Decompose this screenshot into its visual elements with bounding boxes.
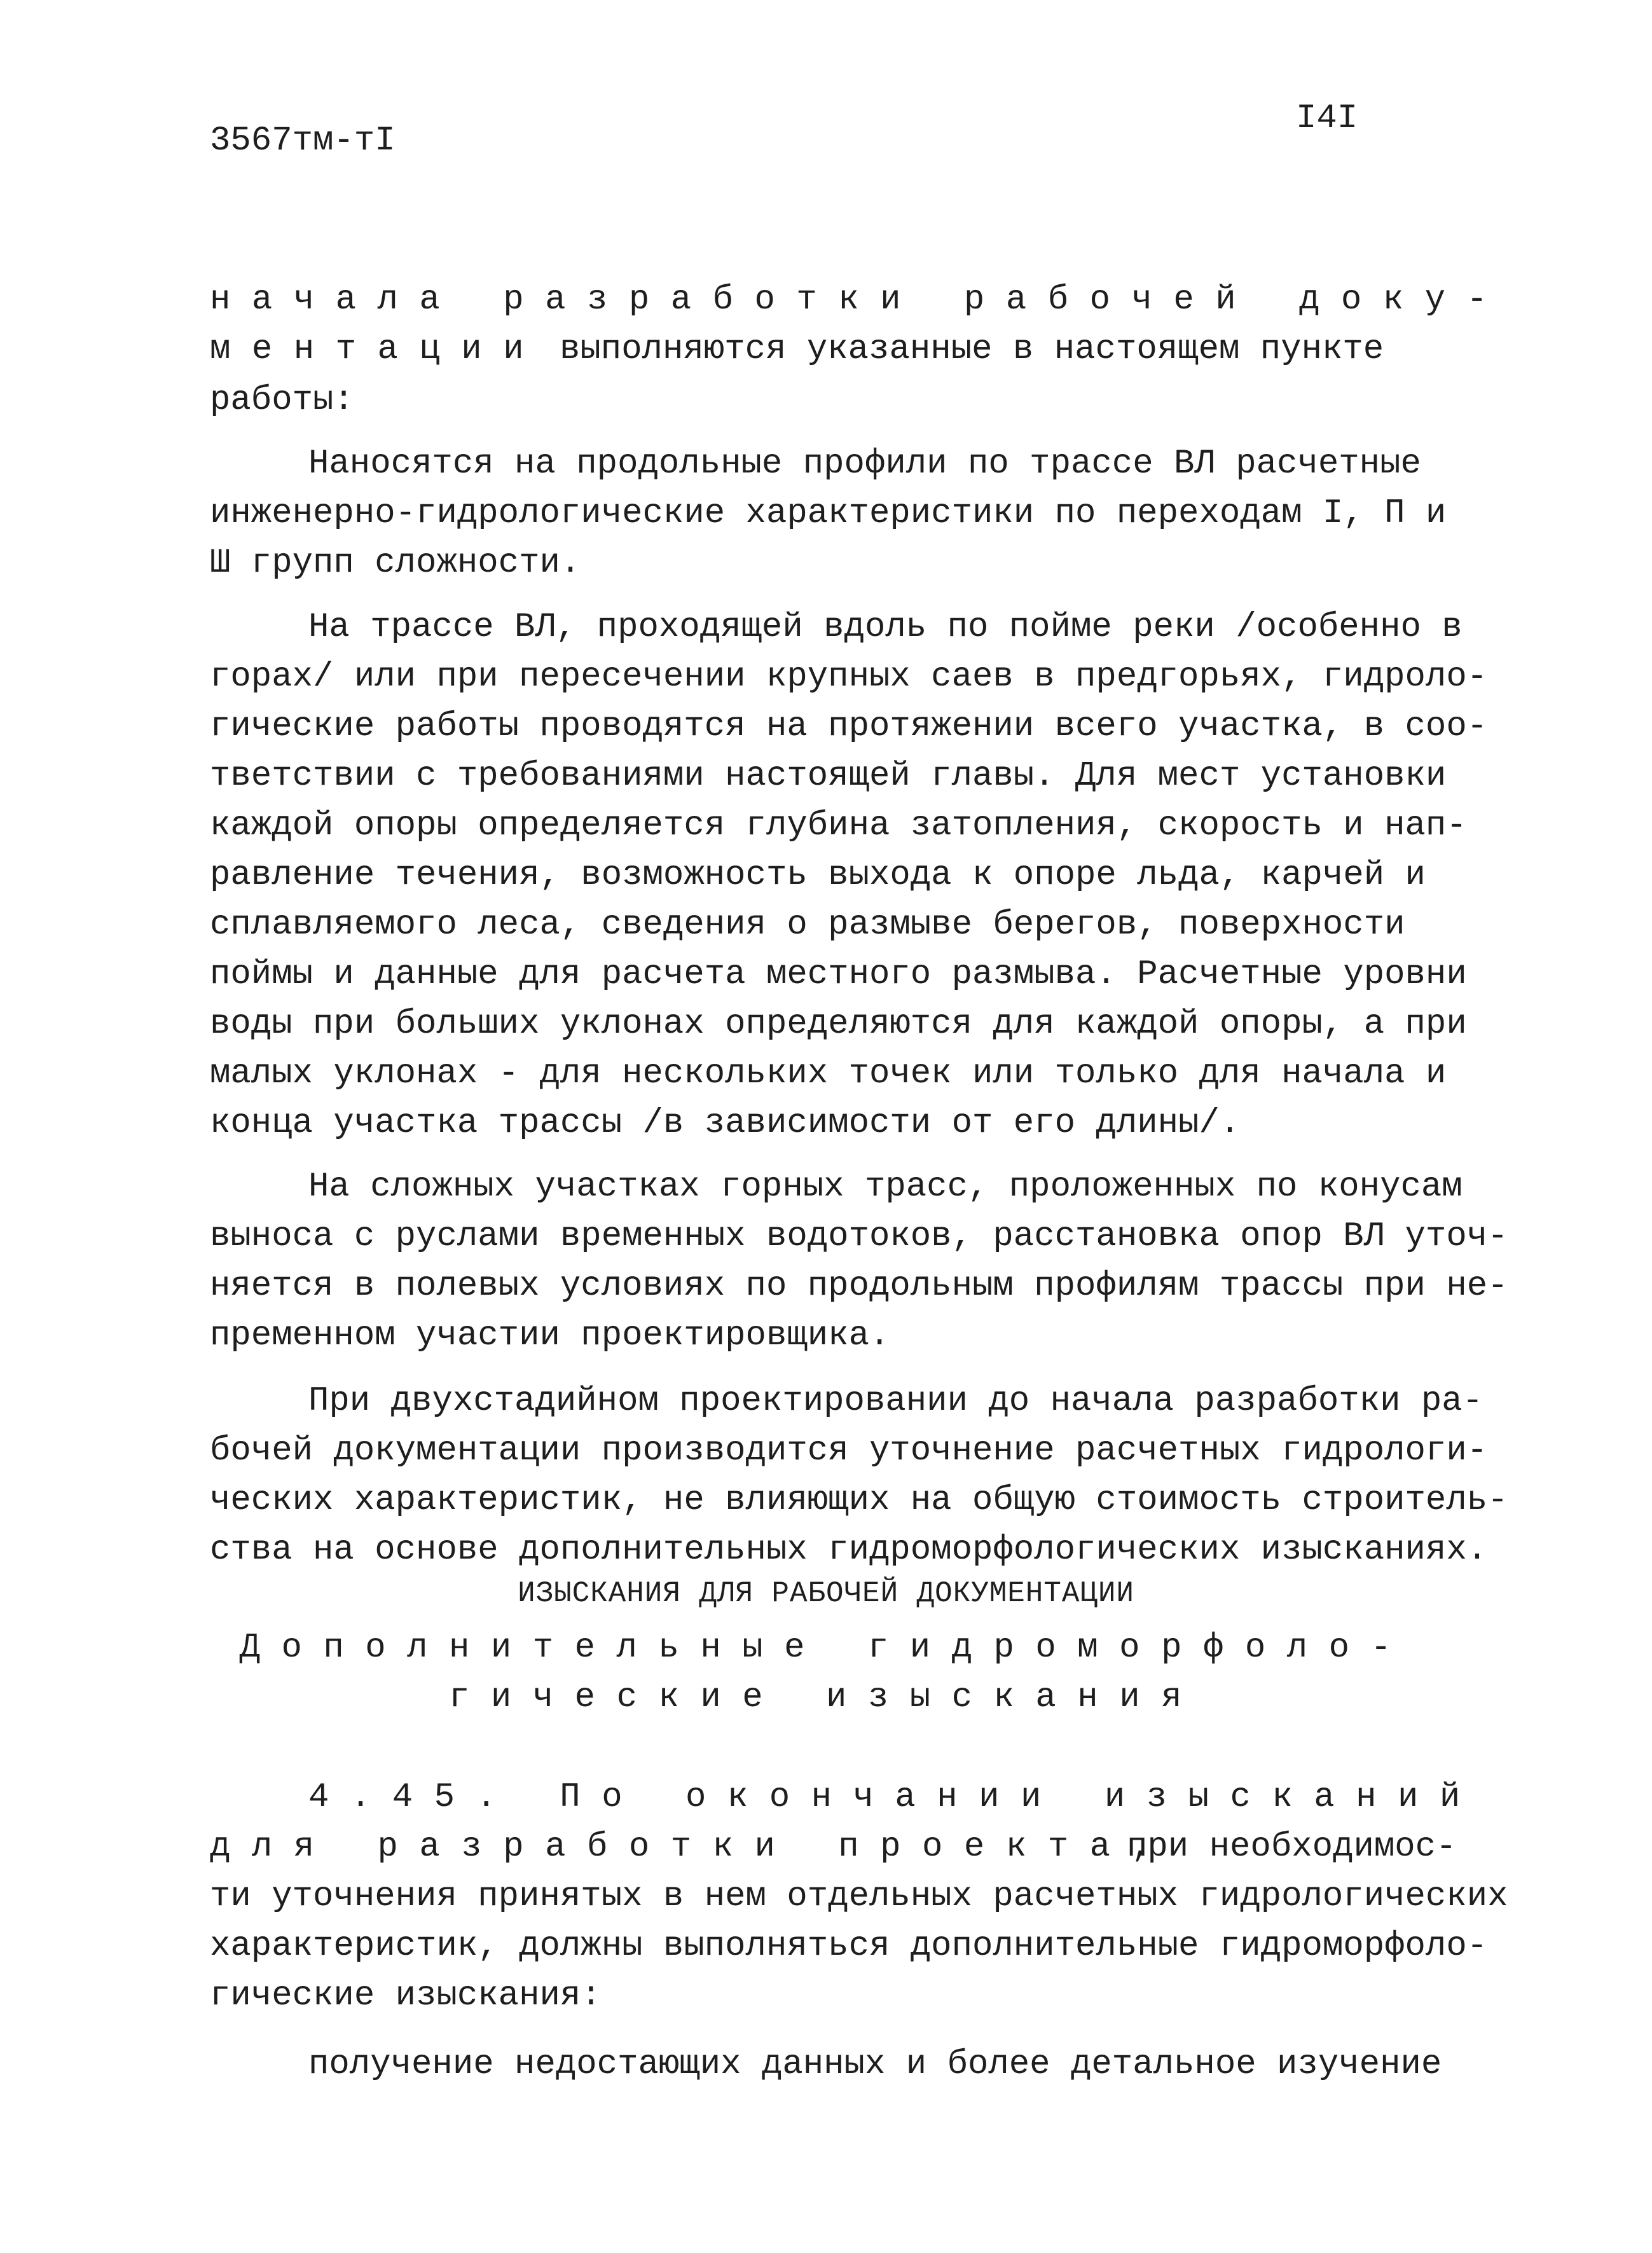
text-line: Наносятся на продольные профили по трассе ВЛ расчетные <box>308 444 1421 483</box>
text-line: для разработки проекта, <box>210 1828 1174 1866</box>
text-line: гические изыскания: <box>210 1976 602 2015</box>
text-line: ческих характеристик, не влияющих на общую стоимость строитель- <box>210 1481 1508 1520</box>
text-line: конца участка трассы /в зависимости от его длины/. <box>210 1104 1241 1143</box>
subsection-heading: гические изыскания <box>449 1678 1203 1717</box>
page-number: I4I <box>1296 99 1358 138</box>
text-line: каждой опоры определяется глубина затопления, скорость и нап- <box>210 806 1467 845</box>
text-line: На трассе ВЛ, проходящей вдоль по пойме реки /особенно в <box>308 608 1463 647</box>
text-line: поймы и данные для расчета местного размыва. Расчетные уровни <box>210 955 1467 994</box>
text-line: характеристик, должны выполняться дополнительные гидроморфоло- <box>210 1927 1488 1966</box>
text-line: няется в полевых условиях по продольным профилям трассы при не- <box>210 1267 1508 1306</box>
subsection-heading: Дополнительные гидроморфоло- <box>239 1629 1413 1667</box>
text-line: малых уклонах - для нескольких точек или только для начала и <box>210 1054 1447 1093</box>
text-line: ства на основе дополнительных гидроморфологических изысканиях. <box>210 1531 1488 1569</box>
section-heading: ИЗЫСКАНИЯ ДЛЯ РАБОЧЕЙ ДОКУМЕНТАЦИИ <box>518 1577 1134 1610</box>
text-line: гические работы проводятся на протяжении всего участка, в соо- <box>210 707 1488 746</box>
text-line: равление течения, возможность выхода к опоре льда, карчей и <box>210 856 1426 895</box>
clause-line: 4.45. По окончании изысканий <box>308 1778 1482 1817</box>
text-line: выноса с руслами временных водотоков, расстановка опор ВЛ уточ- <box>210 1217 1508 1256</box>
text-line: бочей документации производится уточнение расчетных гидрологи- <box>210 1431 1488 1470</box>
text-line: На сложных участках горных трасс, проложенных по конусам <box>308 1168 1463 1206</box>
text-line: горах/ или при пересечении крупных саев в предгорьях, гидроло- <box>210 658 1488 696</box>
text-line: воды при больших уклонах определяются для каждой опоры, а при <box>210 1005 1467 1044</box>
text-line: сплавляемого леса, сведения о размыве берегов, поверхности <box>210 906 1405 944</box>
text-line: начала разработки рабочей доку- <box>210 280 1509 319</box>
text-line: при необходимос- <box>1127 1828 1457 1866</box>
text-line: тветствии с требованиями настоящей главы. Для мест установки <box>210 757 1447 796</box>
text-line: ментации <box>210 330 546 369</box>
text-line: выполняются указанные в настоящем пункте <box>560 330 1384 369</box>
text-line: Ш групп сложности. <box>210 544 581 582</box>
text-line: получение недостающих данных и более детальное изучение <box>308 2045 1442 2084</box>
text-line: При двухстадийном проектировании до начала разработки ра- <box>308 1382 1483 1421</box>
text-line: пременном участии проектировщика. <box>210 1316 890 1355</box>
text-line: работы: <box>210 381 354 420</box>
text-line: ти уточнения принятых в нем отдельных расчетных гидрологических <box>210 1877 1508 1916</box>
document-code: 3567тм-тI <box>210 121 396 160</box>
text-line: инженерно-гидрологические характеристики по переходам I, П и <box>210 494 1447 533</box>
